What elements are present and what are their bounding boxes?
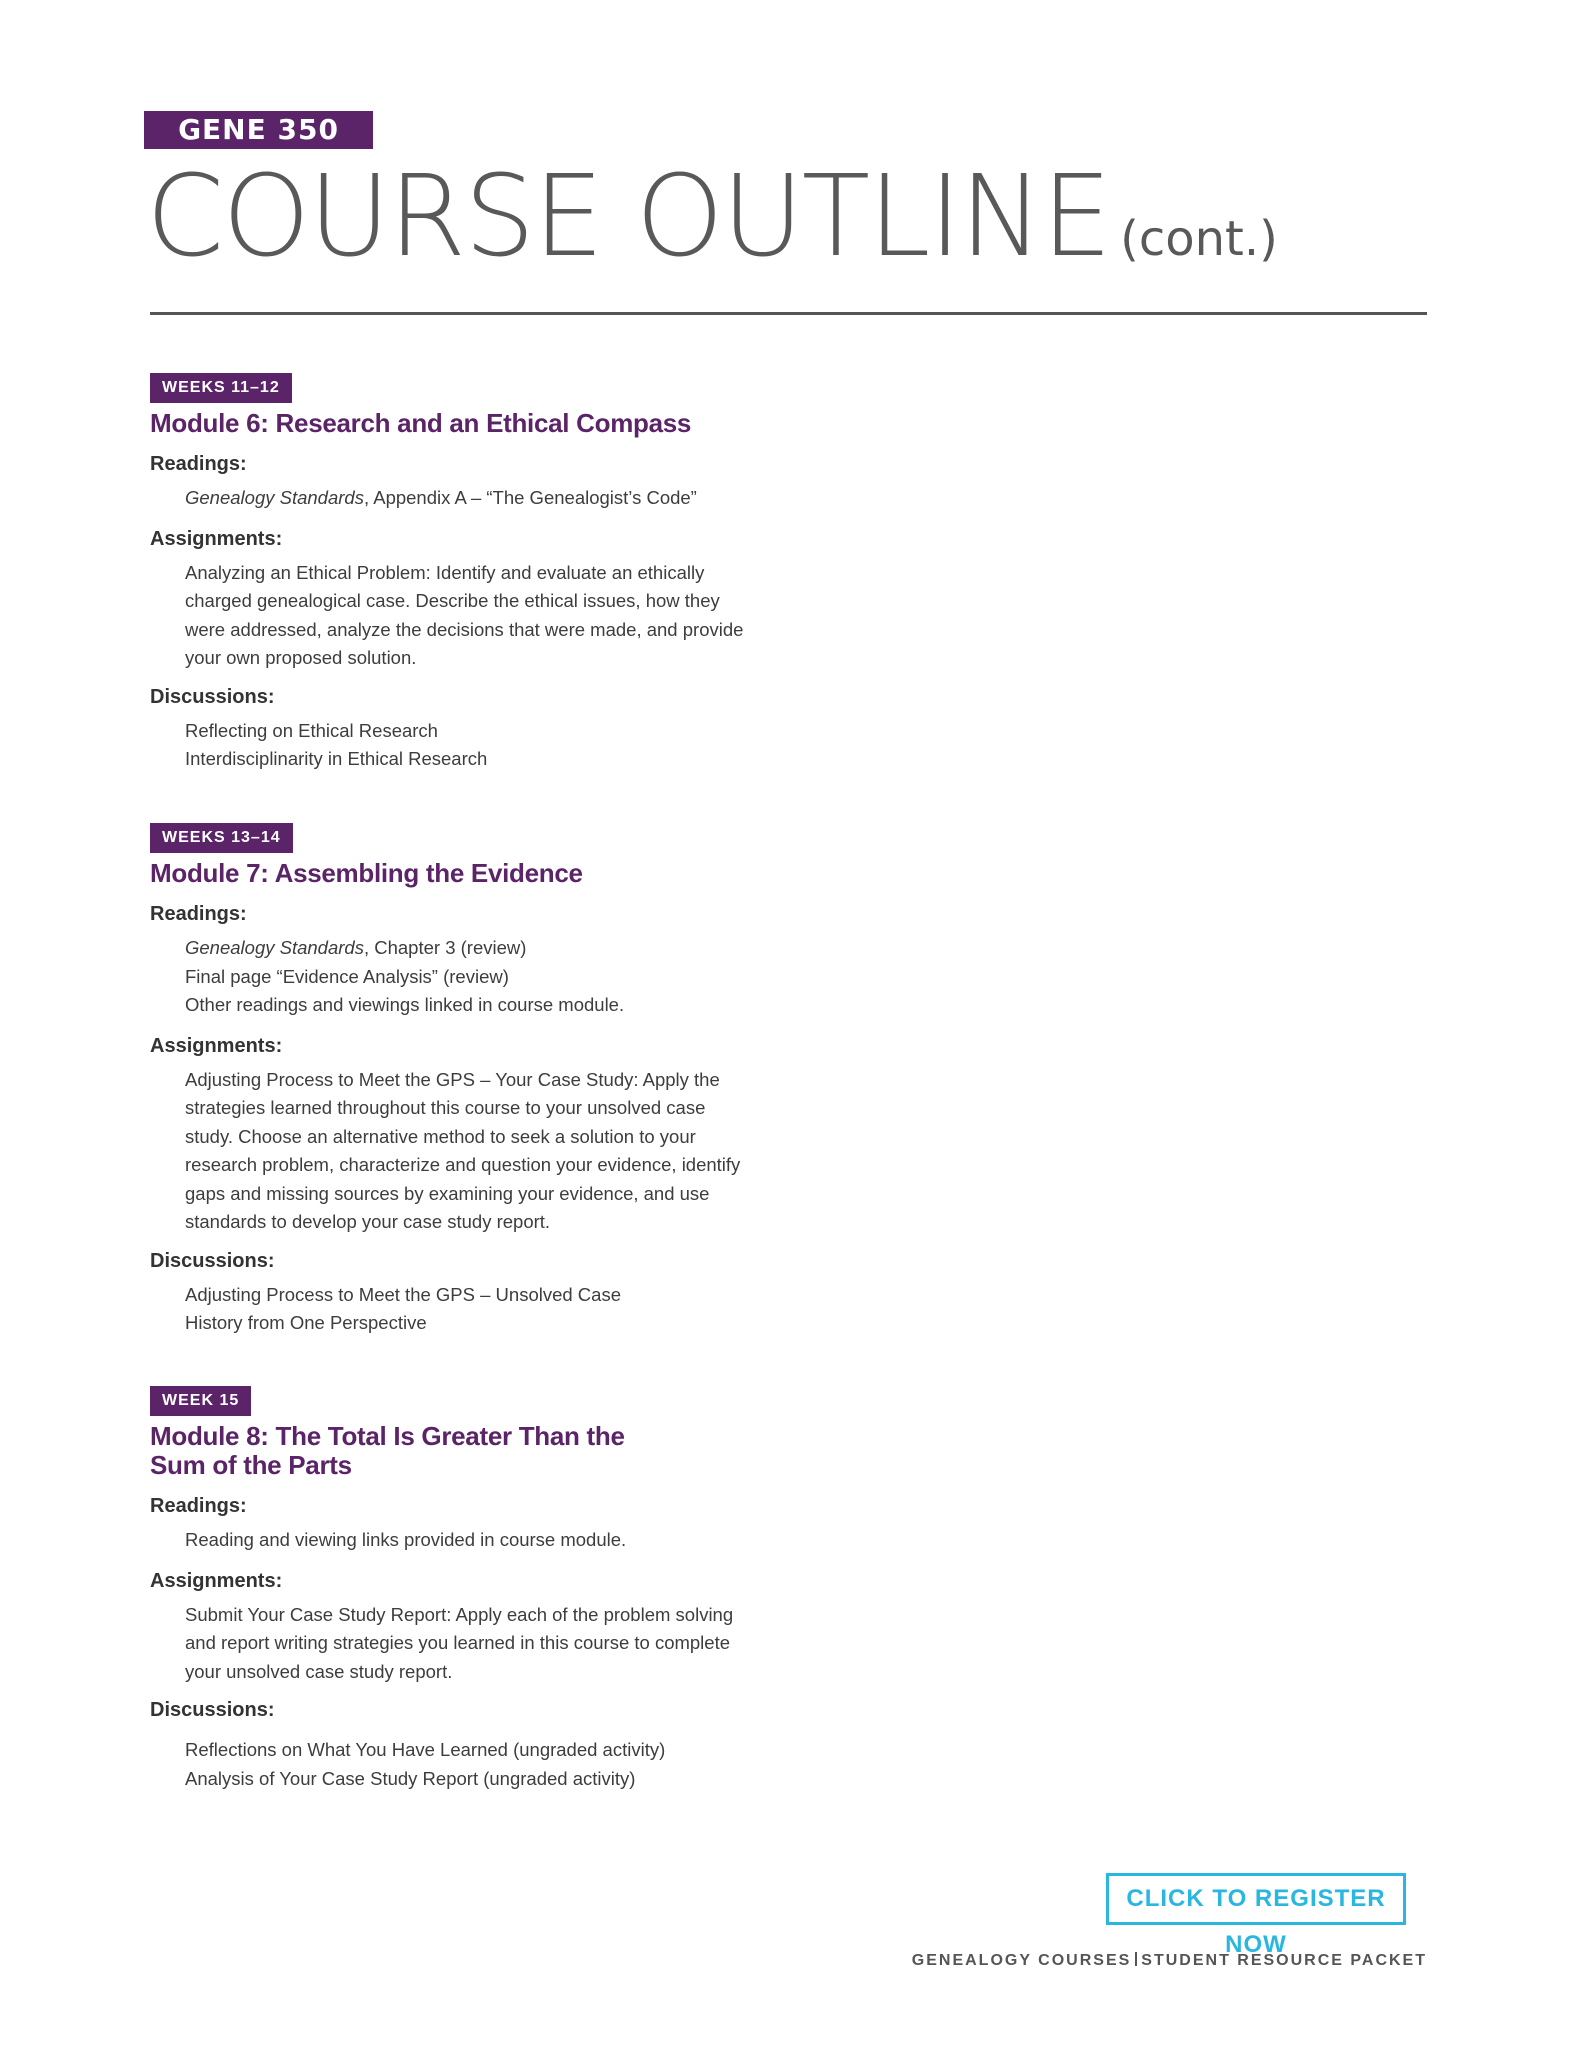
assignment-line: were addressed, analyze the decisions that were made, and provide [185,618,744,640]
page-title-suffix: (cont.) [1120,211,1278,267]
reading-item: Other readings and viewings linked in course module. [185,994,625,1015]
module-7 [150,823,870,1338]
discussions-list [185,1281,785,1338]
discussion-item: History from One Perspective [185,1312,427,1333]
reading-item: Final page “Evidence Analysis” (review) [185,965,509,987]
assignment-line: and report writing strategies you learned in this course to complete [185,1632,731,1653]
discussions-list [185,717,785,774]
assignments-heading: Assignments: [150,1569,283,1592]
readings-list [185,1526,785,1555]
module-6 [150,373,870,774]
assignment-line: your own proposed solution. [185,647,417,668]
assignment-line: your unsolved case study report. [185,1660,453,1682]
course-code-badge: GENE 350 [144,111,373,149]
assignment-line: Adjusting Process to Meet the GPS – Your Case Study: Apply the [185,1068,720,1090]
readings-heading: Readings: [150,903,247,925]
module-title [150,1422,870,1480]
assignments-heading: Assignments: [150,1034,283,1057]
discussion-item: Adjusting Process to Meet the GPS – Unsolved Case [185,1283,621,1305]
readings-list [185,484,785,513]
assignment-line: study. Choose an alternative method to seek a solution to your [185,1125,696,1147]
title-divider [150,312,1427,315]
footer-left-text: GENEALOGY COURSES [911,1952,1132,1969]
readings-heading: Readings: [150,1495,247,1517]
discussions-heading: Discussions: [150,685,275,708]
discussion-item: Interdisciplinarity in Ethical Research [185,748,488,769]
module-title-line: Sum of the Parts [150,1450,352,1480]
assignments-heading: Assignments: [150,527,283,550]
assignment-line: Analyzing an Ethical Problem: Identify and evaluate an ethically [185,561,705,583]
module-8 [150,1386,870,1793]
module-title-line: Module 7: Assembling the Evidence [150,858,583,888]
readings-heading: Readings: [150,453,247,475]
reading-item: Genealogy Standards, Appendix A – “The Genealogist’s Code” [185,487,697,508]
week-badge: WEEKS 13–14 [150,823,293,853]
discussion-item: Analysis of Your Case Study Report (ungraded activity) [185,1767,636,1789]
page-title [146,152,1278,282]
footer-right-text: STUDENT RESOURCE PACKET [1141,1952,1427,1969]
register-now-button[interactable]: CLICK TO REGISTER NOW [1106,1873,1406,1925]
week-badge: WEEKS 11–12 [150,373,292,403]
assignments-text [185,1066,785,1237]
assignment-line: strategies learned throughout this course to your unsolved case [185,1097,706,1118]
discussion-item: Reflections on What You Have Learned (ungraded activity) [185,1739,666,1760]
assignment-line: Submit Your Case Study Report: Apply each of the problem solving [185,1603,734,1625]
module-title [150,859,870,888]
assignments-text [185,1601,785,1687]
assignment-line: research problem, characterize and question your evidence, identify [185,1154,741,1175]
footer-separator [1135,1952,1137,1966]
readings-list [185,934,785,1020]
reading-item: Reading and viewing links provided in course module. [185,1529,627,1550]
discussions-list [185,1736,785,1793]
discussion-item: Reflecting on Ethical Research [185,719,438,741]
discussions-heading: Discussions: [150,1699,275,1721]
assignment-line: standards to develop your case study report. [185,1211,551,1232]
assignment-line: gaps and missing sources by examining your evidence, and use [185,1182,710,1204]
page-title-main: COURSE OUTLINE [146,152,1111,282]
assignments-text [185,559,785,673]
discussions-heading: Discussions: [150,1249,275,1272]
reading-item: Genealogy Standards, Chapter 3 (review) [185,937,527,958]
module-title-line: Module 8: The Total Is Greater Than the [150,1421,625,1451]
module-title-line: Module 6: Research and an Ethical Compass [150,408,692,438]
module-title [150,409,870,438]
week-badge: WEEK 15 [150,1386,251,1416]
page-footer [912,1952,1427,1970]
assignment-line: charged genealogical case. Describe the ethical issues, how they [185,590,720,611]
